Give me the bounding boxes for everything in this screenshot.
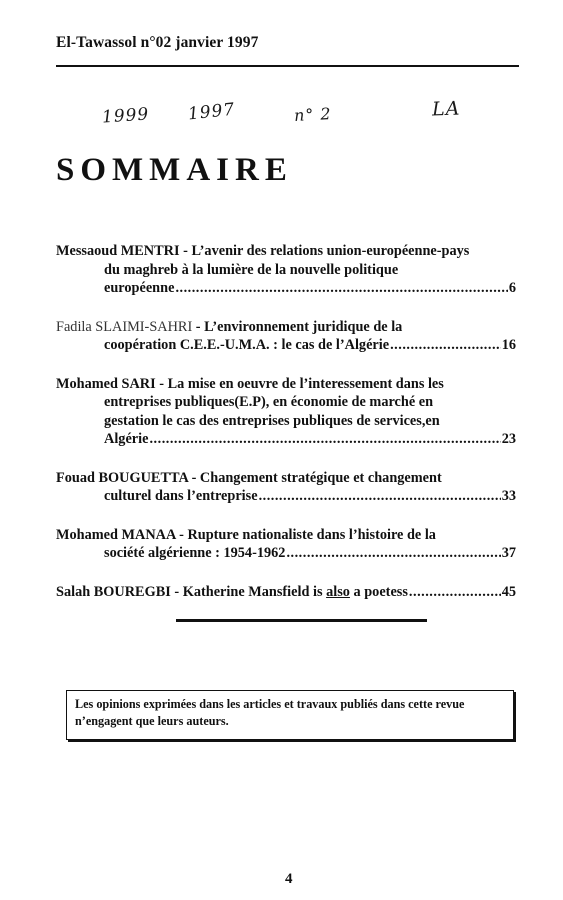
toc-leader-dots: [175, 279, 507, 298]
toc-entry-first-line: [56, 318, 516, 337]
toc-title-line: européenne: [104, 280, 175, 296]
toc-entry: [56, 469, 516, 506]
toc-title-line: du maghreb à la lumière de la nouvelle politique: [104, 261, 399, 278]
toc-entry: [56, 318, 516, 355]
toc-leader-dots: [286, 544, 500, 563]
toc-title-line: entreprises publiques(E.P), en économie de marché en: [104, 394, 434, 410]
toc-entry: [56, 526, 516, 563]
toc-page-number: 23: [501, 431, 516, 447]
toc-author: Salah BOUREGBI: [56, 583, 171, 600]
toc-title-line: gestation le cas des entreprises publiques de services,en: [104, 412, 440, 429]
table-of-contents: [56, 242, 516, 621]
toc-entry-first-line: [56, 242, 516, 261]
toc-title-line: - Rupture nationaliste dans l’histoire de la: [175, 526, 436, 543]
toc-page-number: 45: [501, 583, 516, 600]
handwritten-note-1: 1999: [101, 104, 150, 128]
toc-leader-dots: [149, 430, 500, 449]
toc-author: Mohamed SARI: [56, 375, 156, 392]
toc-entry: [56, 375, 516, 449]
toc-title-line: société algérienne : 1954-1962: [104, 545, 286, 561]
toc-entry-line: [56, 583, 408, 602]
section-divider: [176, 619, 427, 622]
toc-title-line: - L’environnement juridique de la: [192, 318, 403, 335]
toc-entry-last-line: [56, 544, 516, 563]
toc-entry: [56, 242, 516, 298]
toc-page-number: 6: [508, 280, 516, 296]
toc-title-underlined-word: also: [326, 583, 350, 600]
header-rule: [56, 65, 519, 67]
toc-entry-first-line: [56, 526, 516, 545]
toc-leader-dots: [409, 583, 501, 602]
toc-leader-dots: [390, 336, 501, 355]
handwritten-note-3: n° 2: [293, 104, 333, 125]
toc-title-part: a poetess: [349, 583, 408, 600]
toc-title-line: coopération C.E.E.-U.M.A. : le cas de l’Algérie: [104, 337, 390, 353]
toc-title-part: - Katherine Mansfield is: [170, 583, 327, 600]
toc-title-line: Algérie: [104, 431, 149, 447]
toc-entry: [56, 583, 516, 602]
toc-title-line: - Changement stratégique et changement: [188, 469, 442, 486]
toc-title-line: - La mise en oeuvre de l’interessement dans les: [155, 375, 444, 392]
toc-entry-first-line: [56, 469, 516, 488]
toc-entry-last-line: [56, 279, 516, 298]
handwritten-note-2: 1997: [187, 99, 237, 125]
toc-author: Fadila SLAIMI-SAHRI: [56, 318, 193, 335]
page-title: SOMMAIRE: [56, 152, 293, 188]
handwritten-note-4: LA: [431, 97, 461, 121]
toc-leader-dots: [259, 487, 501, 506]
toc-title-line: - L’avenir des relations union-européenne-pays: [179, 243, 470, 259]
page-number: 4: [285, 871, 293, 887]
toc-page-number: 16: [501, 337, 516, 353]
toc-author: Mohamed MANAA: [56, 526, 176, 543]
disclaimer-box: Les opinions exprimées dans les articles et travaux publiés dans cette revue n’engagent que leurs auteurs.: [66, 690, 514, 740]
toc-author: Messaoud MENTRI: [56, 243, 180, 259]
journal-header: El-Tawassol n°02 janvier 1997: [56, 34, 259, 51]
toc-entry-last-line: [56, 430, 516, 449]
toc-entry-last-line: [56, 336, 516, 355]
toc-entry-first-line: [56, 375, 516, 394]
toc-author: Fouad BOUGUETTA: [56, 469, 189, 486]
toc-title-line: culturel dans l’entreprise: [104, 488, 258, 504]
toc-entry-last-line: [56, 487, 516, 506]
toc-page-number: 37: [501, 545, 516, 561]
toc-page-number: 33: [501, 488, 516, 504]
